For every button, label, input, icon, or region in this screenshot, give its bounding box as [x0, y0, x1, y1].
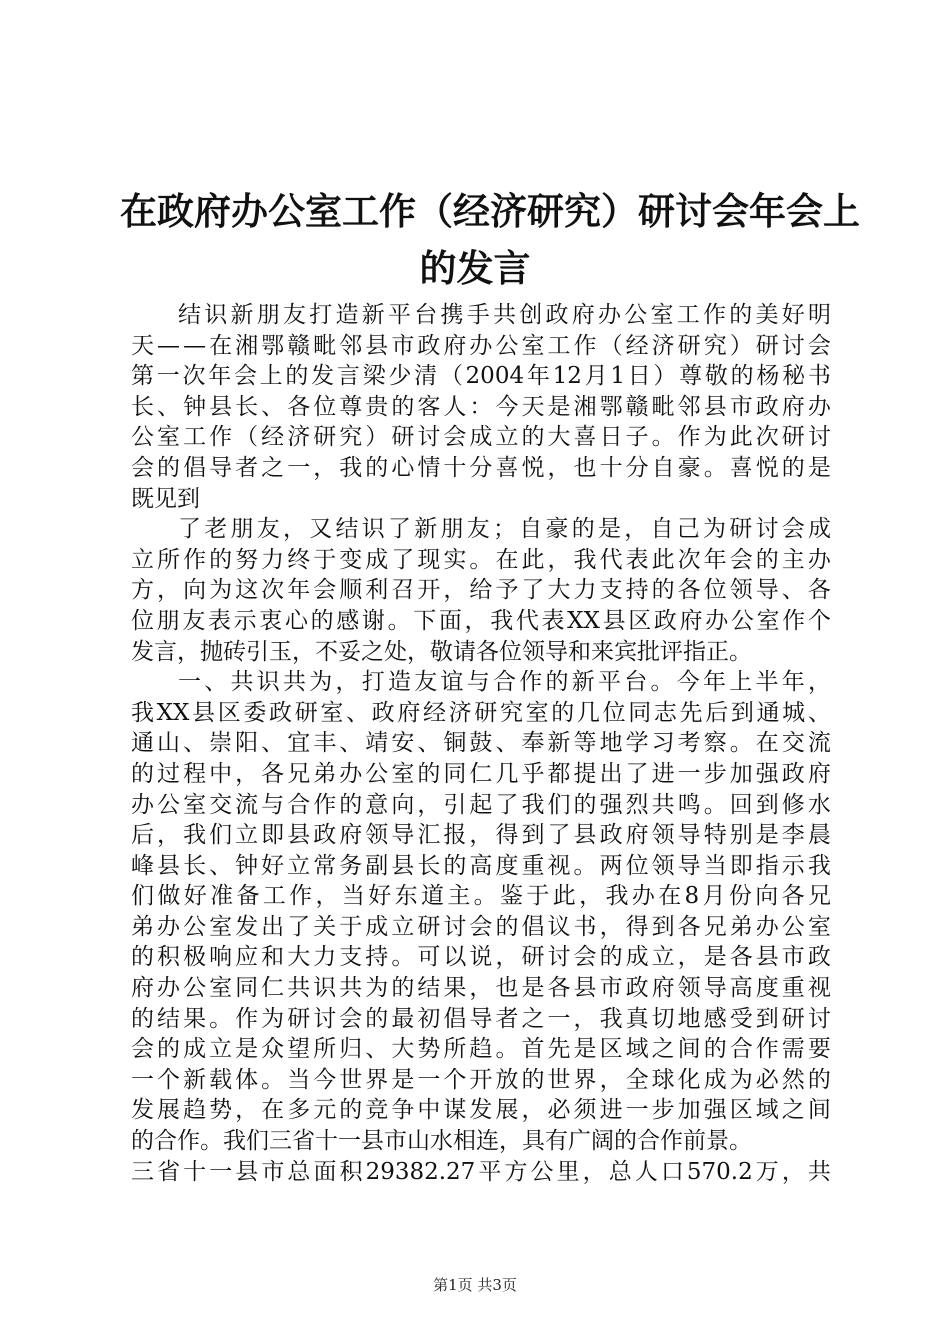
paragraph-line: 的 过 程 中 ， 各 兄 弟 办 公 室 的 同 仁 几 乎 都 提 出 了 进 一 步 加 强 政 府	[131, 760, 831, 787]
paragraph-line: 了 老 朋 友 ， 又 结 识 了 新 朋 友 ； 自 豪 的 是 ， 自 己 为 研 讨 会 成	[178, 516, 831, 543]
paragraph-line: 既见到	[131, 485, 200, 512]
paragraph-line: 会 的 成 立 是 众 望 所 归 、 大 势 所 趋 。 首 先 是 区 域 之 间 的 合 作 需 要	[131, 1036, 831, 1063]
paragraph-line: 会 的 倡 导 者 之 一 ， 我 的 心 情 十 分 喜 悦 ， 也 十 分 自 豪 。 喜 悦 的 是	[131, 454, 831, 481]
paragraph-line: 发 展 趋 势 ， 在 多 元 的 竞 争 中 谋 发 展 ， 必 须 进 一 步 加 强 区 域 之 间	[131, 1097, 831, 1124]
paragraph-line: 一 个 新 载 体 。 当 今 世 界 是 一 个 开 放 的 世 界 ， 全 球 化 成 为 必 然 的	[131, 1066, 831, 1093]
paragraph-line: 的 积 极 响 应 和 大 力 支 持 。 可 以 说 ， 研 讨 会 的 成 立 ， 是 各 县 市 政	[131, 944, 831, 971]
page-footer: 第1页 共3页	[433, 1276, 517, 1294]
paragraph-line: 的合作。我们三省十一县市山水相连，具有广阔的合作前景。	[131, 1128, 752, 1155]
paragraph-line: 公 室 工 作 （ 经 济 研 究 ） 研 讨 会 成 立 的 大 喜 日 子 。 作 为 此 次 研 讨	[131, 424, 831, 451]
paragraph-line: 结 识 新 朋 友 打 造 新 平 台 携 手 共 创 政 府 办 公 室 工 作 的 美 好 明	[178, 302, 831, 328]
paragraph-line: 后 ， 我 们 立 即 县 政 府 领 导 汇 报 ， 得 到 了 县 政 府 领 导 特 别 是 李 晨	[131, 822, 831, 849]
paragraph-line: 发言，抛砖引玉，不妥之处，敬请各位领导和来宾批评指正。	[131, 638, 752, 665]
paragraph-line: 天 — — 在 湘 鄂 赣 毗 邻 县 市 政 府 办 公 室 工 作 （ 经 济 研 究 ） 研 讨 会	[131, 332, 831, 359]
paragraph-line: 们 做 好 准 备 工 作 ， 当 好 东 道 主 。 鉴 于 此 ， 我 办 在 8 月 份 向 各 兄	[131, 883, 831, 910]
paragraph-line: 三 省 十 一 县 市 总 面 积 29382.27 平 方 公 里 ， 总 人 口 570.2 万 ， 共	[131, 1158, 831, 1185]
document-body	[131, 300, 831, 1187]
paragraph-line: 我 XX 县 区 委 政 研 室 、 政 府 经 济 研 究 室 的 几 位 同 志 先 后 到 通 城 、	[131, 699, 831, 726]
paragraph-line: 办 公 室 交 流 与 合 作 的 意 向 ， 引 起 了 我 们 的 强 烈 共 鸣 。 回 到 修 水	[131, 791, 831, 818]
paragraph-line: 峰 县 长 、 钟 好 立 常 务 副 县 长 的 高 度 重 视 。 两 位 领 导 当 即 指 示 我	[131, 852, 831, 879]
paragraph-line: 位 朋 友 表 示 衷 心 的 感 谢 。 下 面 ， 我 代 表 XX 县 区 政 府 办 公 室 作 个	[131, 607, 831, 634]
paragraph-line: 府 办 公 室 同 仁 共 识 共 为 的 结 果 ， 也 是 各 县 市 政 府 领 导 高 度 重 视	[131, 975, 831, 1002]
paragraph-line: 第 一 次 年 会 上 的 发 言 梁 少 清 （ 2004 年 12 月 1 日 ） 尊 敬 的 杨 秘 书	[131, 363, 831, 390]
paragraph-line: 立 所 作 的 努 力 终 于 变 成 了 现 实 。 在 此 ， 我 代 表 此 次 年 会 的 主 办	[131, 546, 831, 573]
paragraph-line: 弟 办 公 室 发 出 了 关 于 成 立 研 讨 会 的 倡 议 书 ， 得 到 各 兄 弟 办 公 室	[131, 913, 831, 940]
paragraph-line: 长 、 钟 县 长 、 各 位 尊 贵 的 客 人 ： 今 天 是 湘 鄂 赣 毗 邻 县 市 政 府 办	[131, 393, 831, 420]
paragraph-line: 方 ， 向 为 这 次 年 会 顺 利 召 开 ， 给 予 了 大 力 支 持 的 各 位 领 导 、 各	[131, 577, 831, 604]
paragraph-line: 的 结 果 。 作 为 研 讨 会 的 最 初 倡 导 者 之 一 ， 我 真 切 地 感 受 到 研 讨	[131, 1005, 831, 1032]
document-title-line-1: 在政府办公室工作（经济研究）研讨会年会上	[120, 190, 860, 233]
document-title-line-2: 的发言	[419, 247, 531, 290]
paragraph-line: 通 山 、 崇 阳 、 宜 丰 、 靖 安 、 铜 鼓 、 奉 新 等 地 学 习 考 察 。 在 交 流	[131, 730, 831, 757]
paragraph-line: 一 、 共 识 共 为 ， 打 造 友 谊 与 合 作 的 新 平 台 。 今 年 上 半 年 ，	[178, 669, 831, 696]
